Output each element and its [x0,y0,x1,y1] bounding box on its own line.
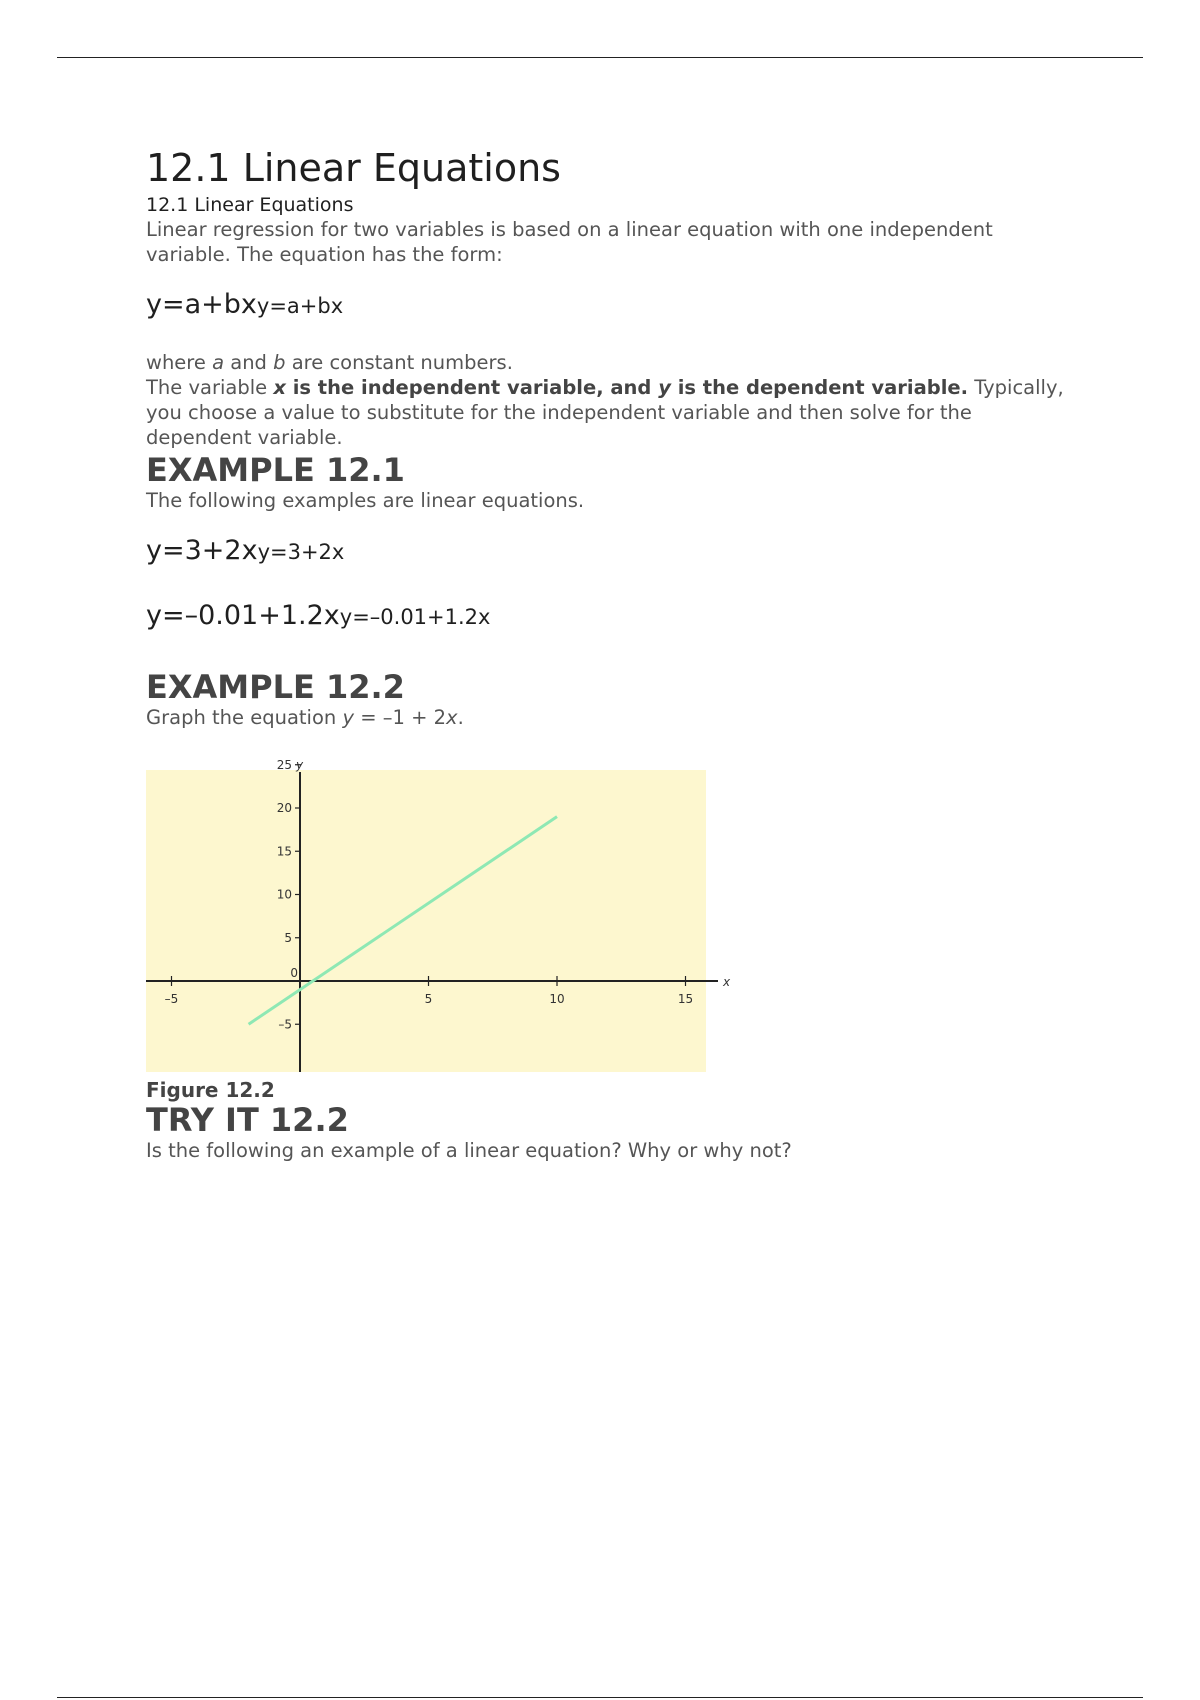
where-post: are constant numbers. [285,351,513,374]
x-tick-label: 15 [677,992,694,1006]
y-tick-label: –5 [278,1017,292,1032]
x-tick-label: 5 [424,992,433,1006]
example-2-mid: = –1 + 2 [354,706,447,729]
general-equation [146,285,1076,328]
example-equation-2 [146,596,1076,639]
example-2-heading: EXAMPLE 12.2 [146,668,405,706]
example-1-text: The following examples are linear equations. [146,489,585,512]
y-tick-label: 20 [276,801,292,815]
try-it-heading: TRY IT 12.2 [146,1101,349,1139]
y-tick-label: 15 [276,844,292,859]
page-subtitle: 12.1 Linear Equations [146,194,354,216]
example-2-pre: Graph the equation [146,706,343,729]
plot-background [146,770,706,1072]
variables-paragraph [146,375,1076,450]
linear-graph-chart [146,757,731,1078]
y-axis-label: y [296,758,304,772]
example-1-heading: EXAMPLE 12.1 [146,451,405,489]
y-tick-label: 25 [276,757,292,772]
var-y: y [658,376,671,399]
constants-paragraph [146,350,1076,375]
try-it-text: Is the following an example of a linear equation? Why or why not? [146,1139,792,1162]
y-tick-label: 5 [284,930,292,945]
x-tick-label: –5 [164,992,179,1006]
equation-2-inline: y=–0.01+1.2x [339,605,491,629]
header-rule [57,57,1143,58]
general-equation-inline: y=a+bx [256,294,344,318]
equation-2-display: y=–0.01+1.2x [146,600,340,631]
page-title: 12.1 Linear Equations [146,146,561,190]
x-axis-label: x [723,975,731,989]
y-tick-label: 0 [290,966,298,980]
equation-1-inline: y=3+2x [257,540,345,564]
var-x: x [273,376,286,399]
var-b: b [273,351,286,374]
where-pre: where [146,351,213,374]
example-2-text [146,705,1076,730]
footer-rule [57,1697,1143,1698]
variables-rest: Typically, you choose a value to substitute for the independent variable and then solve for the dependent variable. [146,376,1064,449]
intro-paragraph: Linear regression for two variables is based on a linear equation with one independent variable. The equation has the form: [146,218,993,266]
x-tick-label: 10 [549,992,565,1006]
example-2-y: y [342,706,354,729]
variables-pre: The variable [146,376,274,399]
variables-bold2: is the dependent variable. [670,376,969,399]
example-2-x: x [446,706,458,729]
document-body [146,143,1076,1163]
example-2-post: . [457,706,464,729]
y-tick-label: 10 [276,887,292,902]
figure-caption: Figure 12.2 [146,1078,275,1102]
equation-1-display: y=3+2x [146,535,258,566]
var-a: a [212,351,225,374]
variables-bold1: is the independent variable, and [285,376,659,399]
general-equation-display: y=a+bx [146,289,257,320]
example-equation-1 [146,531,1076,574]
where-mid: and [224,351,274,374]
